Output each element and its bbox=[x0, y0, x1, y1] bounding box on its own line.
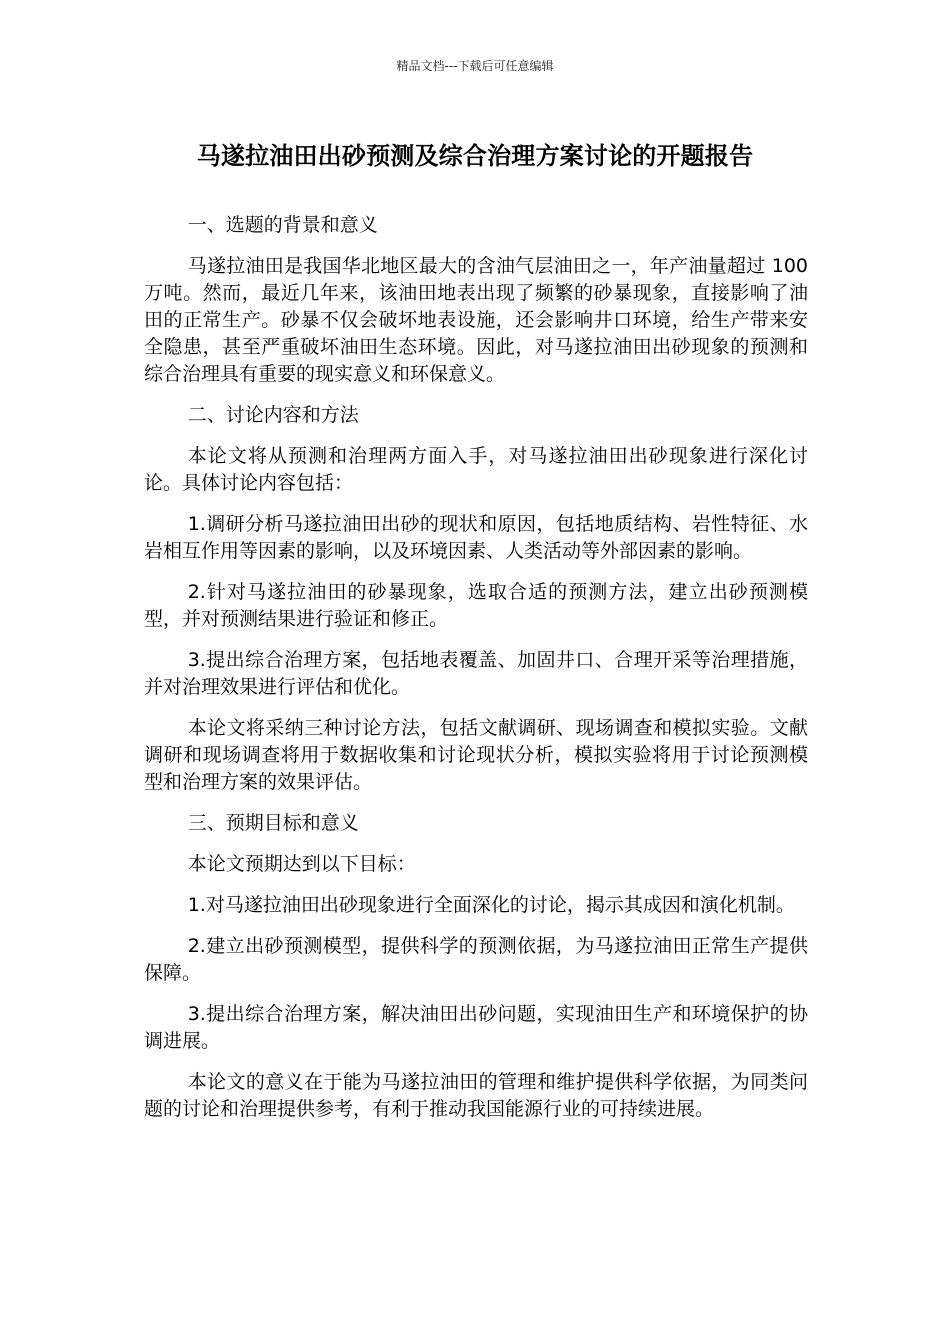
paragraph-goal-1: 1.对马遂拉油田出砂现象进行全面深化的讨论，揭示其成因和演化机制。 bbox=[187, 894, 795, 916]
page-header: 精品文档---下载后可任意编辑 bbox=[396, 59, 554, 73]
paragraph-methods: 本论文将采纳三种讨论方法，包括文献调研、现场调查和模拟实验。文献调研和现场调查将用于数据收集和讨论现状分析，模拟实验将用于讨论预测模型和治理方案的效果评估。 bbox=[144, 717, 808, 793]
paragraph-background: 马遂拉油田是我国华北地区最大的含油气层油田之一，年产油量超过 100 万吨。然而，最近几年来，该油田地表出现了频繁的砂暴现象，直接影响了油田的正常生产。砂暴不仅会破坏地表设施，还会影响井口环境，给生产带来安全隐患，甚至严重破坏油田生态环境。因此，对马遂拉油田出砂现象的预测和综合治理具有重要的现实意义和环保意义。 bbox=[144, 255, 808, 385]
document-title: 马遂拉油田出砂预测及综合治理方案讨论的开题报告 bbox=[196, 142, 754, 170]
paragraph-content-intro: 本论文将从预测和治理两方面入手，对马遂拉油田出砂现象进行深化讨论。具体讨论内容包括： bbox=[144, 445, 808, 494]
paragraph-goals-intro: 本论文预期达到以下目标： bbox=[187, 853, 416, 875]
paragraph-content-item-2: 2.针对马遂拉油田的砂暴现象，选取合适的预测方法，建立出砂预测模型，并对预测结果进行验证和修正。 bbox=[144, 581, 808, 630]
paragraph-content-item-3: 3.提出综合治理方案，包括地表覆盖、加固井口、合理开采等治理措施，并对治理效果进行评估和优化。 bbox=[144, 649, 808, 698]
document-body bbox=[144, 212, 808, 1137]
section-heading-background: 一、选题的背景和意义 bbox=[187, 214, 378, 236]
paragraph-goal-3: 3.提出综合治理方案，解决油田出砂问题，实现油田生产和环境保护的协调进展。 bbox=[144, 1003, 808, 1052]
paragraph-content-item-1: 1.调研分析马遂拉油田出砂的现状和原因，包括地质结构、岩性特征、水岩相互作用等因素的影响，以及环境因素、人类活动等外部因素的影响。 bbox=[144, 513, 808, 562]
paragraph-significance: 本论文的意义在于能为马遂拉油田的管理和维护提供科学依据，为同类问题的讨论和治理提供参考，有利于推动我国能源行业的可持续进展。 bbox=[144, 1071, 808, 1120]
section-heading-content-methods: 二、讨论内容和方法 bbox=[187, 404, 359, 426]
paragraph-goal-2: 2.建立出砂预测模型，提供科学的预测依据，为马遂拉油田正常生产提供保障。 bbox=[144, 935, 808, 984]
section-heading-goals: 三、预期目标和意义 bbox=[187, 812, 359, 834]
